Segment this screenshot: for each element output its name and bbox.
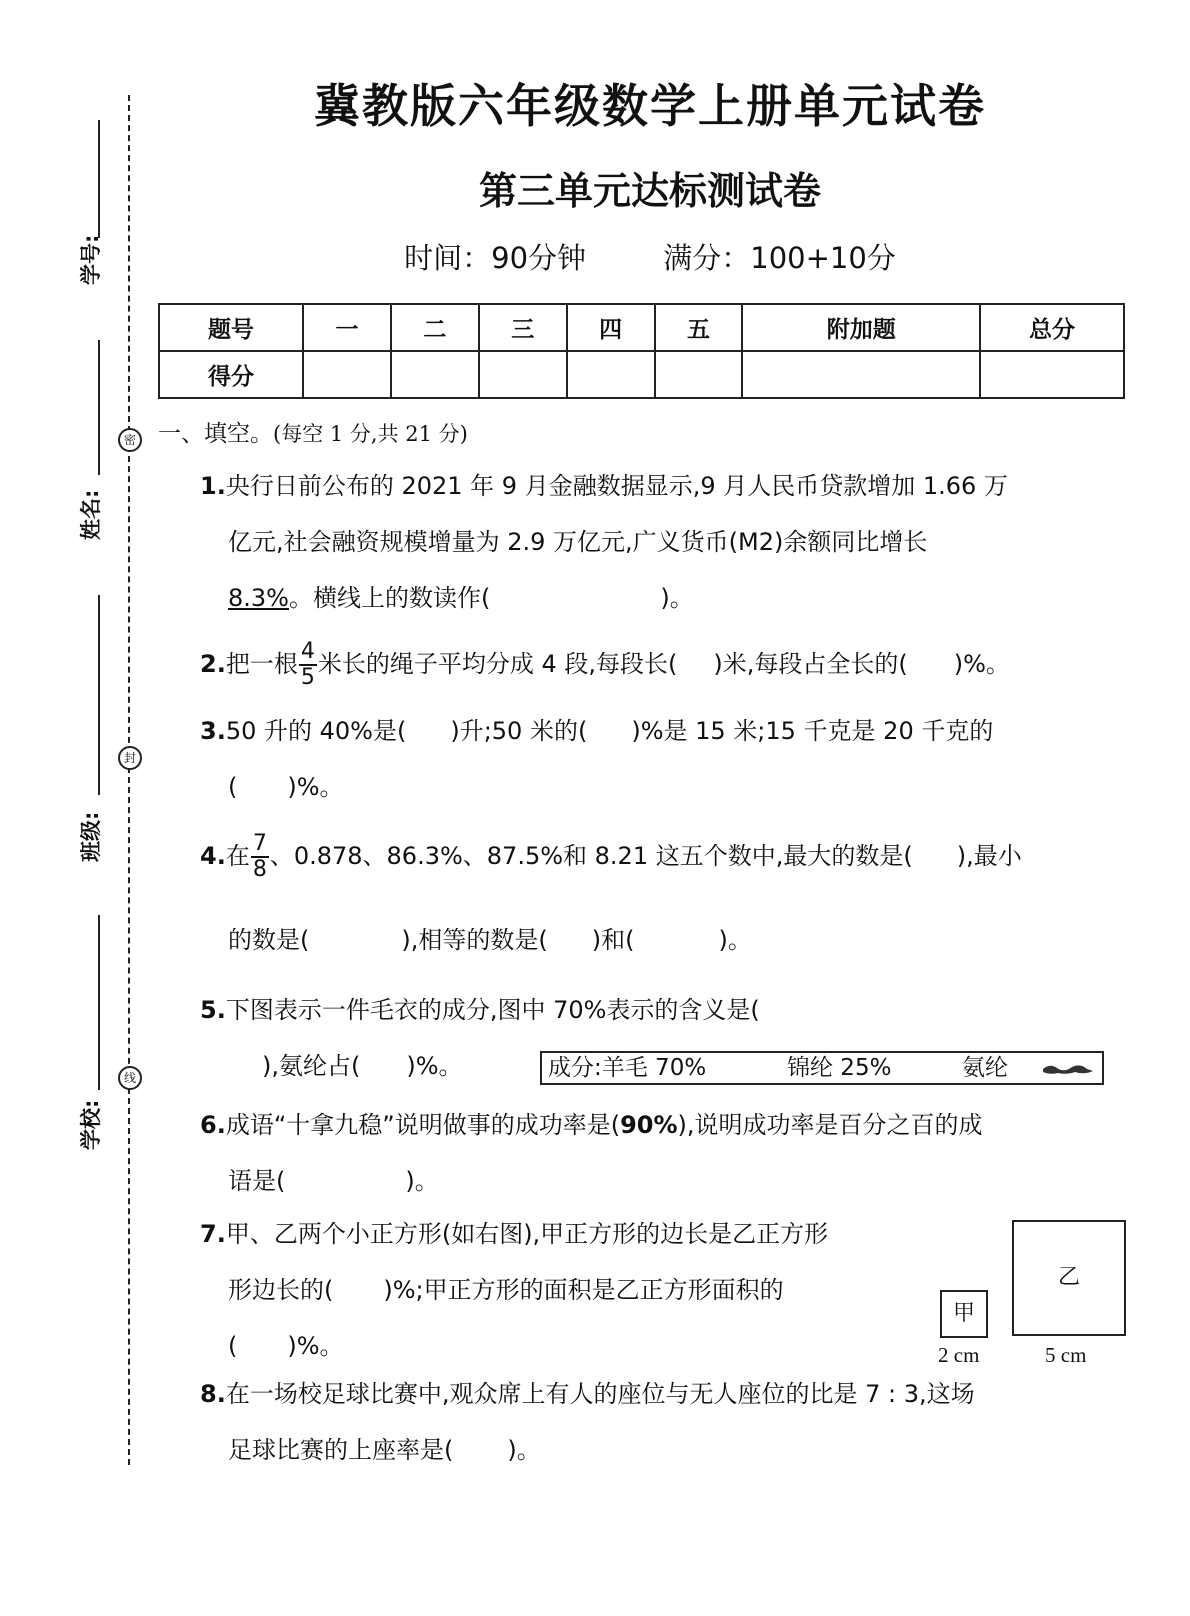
fraction-denominator: 8 xyxy=(252,857,267,882)
square-a-length: 2 cm xyxy=(938,1343,980,1367)
question-text: )%。 xyxy=(406,1052,463,1080)
school-label: 学校: xyxy=(79,1099,103,1150)
question-text: )。 xyxy=(660,584,694,612)
student-id-line xyxy=(98,120,100,238)
question-text: ),氨纶占( xyxy=(262,1052,361,1080)
table-header-cell: 附加题 xyxy=(742,304,980,351)
score-cell[interactable] xyxy=(742,351,980,398)
score-row-label: 得分 xyxy=(159,351,303,398)
spandex-label: 氨纶 xyxy=(962,1055,1008,1081)
question-text: )。 xyxy=(718,926,752,954)
wool-share: 成分:羊毛 70% xyxy=(548,1055,707,1081)
question-text: )升;50 米的( xyxy=(450,717,588,745)
question-text: 央行日前公布的 2021 年 9 月金融数据显示,9 月人民币贷款增加 1.66 万 xyxy=(225,472,1008,500)
question-5 xyxy=(200,982,760,1038)
question-text: 、0.878、86.3%、87.5%和 8.21 这五个数中,最大的数是( xyxy=(269,842,913,870)
class-label: 班级: xyxy=(79,811,103,862)
question-text: )%是 15 米;15 千克是 20 千克的 xyxy=(631,717,994,745)
question-text: 的数是( xyxy=(228,926,310,954)
question-text: 在 xyxy=(225,842,250,870)
question-number: 8. xyxy=(200,1380,226,1408)
table-header-cell: 五 xyxy=(655,304,743,351)
question-text: 米长的绳子平均分成 4 段,每段长( xyxy=(317,650,678,678)
score-cell[interactable] xyxy=(303,351,391,398)
question-5-line-2 xyxy=(262,1038,463,1094)
fraction xyxy=(299,640,317,690)
question-1 xyxy=(200,458,1008,626)
question-text: 甲、乙两个小正方形(如右图),甲正方形的边长是乙正方形 xyxy=(225,1220,829,1248)
time-limit: 时间：90分钟 xyxy=(404,241,587,275)
binding-dashed-line xyxy=(128,95,130,1465)
fraction-denominator: 5 xyxy=(300,665,315,690)
question-6 xyxy=(200,1097,983,1209)
score-cell[interactable] xyxy=(479,351,567,398)
question-text: 足球比赛的上座率是( xyxy=(228,1436,454,1464)
table-header-cell: 一 xyxy=(303,304,391,351)
question-4 xyxy=(200,828,1022,884)
full-score: 满分：100+10分 xyxy=(663,241,896,275)
question-text: )。 xyxy=(405,1167,439,1195)
table-header-cell: 三 xyxy=(479,304,567,351)
square-a: 甲 xyxy=(940,1290,988,1338)
fraction-numerator: 4 xyxy=(300,639,315,664)
page-title: 冀教版六年级数学上册单元试卷 xyxy=(314,79,986,133)
section-heading xyxy=(158,415,468,448)
question-text: 。横线上的数读作( xyxy=(288,584,491,612)
question-text: )%。 xyxy=(287,1332,344,1360)
table-header-cell: 二 xyxy=(391,304,479,351)
school-line xyxy=(98,915,100,1090)
question-text: 在一场校足球比赛中,观众席上有人的座位与无人座位的比是 7 : 3,这场 xyxy=(225,1380,975,1408)
score-cell[interactable] xyxy=(655,351,743,398)
question-text: )。 xyxy=(507,1436,541,1464)
square-b-length: 5 cm xyxy=(1045,1343,1087,1367)
question-number: 3. xyxy=(200,717,226,745)
seal-mark-xian: 线 xyxy=(118,1066,142,1090)
page-subtitle: 第三单元达标测试卷 xyxy=(478,169,821,213)
seal-mark-mi: 密 xyxy=(118,428,142,452)
question-2 xyxy=(200,636,1010,692)
section-title: 一、填空。 xyxy=(158,421,273,447)
question-7 xyxy=(200,1206,828,1374)
score-cell[interactable] xyxy=(567,351,655,398)
question-8 xyxy=(200,1366,975,1478)
question-number: 5. xyxy=(200,996,226,1024)
question-text: )%。 xyxy=(953,650,1010,678)
question-text: ( xyxy=(228,1332,238,1360)
score-table xyxy=(158,303,1125,399)
question-text: ),相等的数是( xyxy=(401,926,548,954)
ink-blot-icon xyxy=(1042,1062,1094,1076)
fraction-numerator: 7 xyxy=(252,831,267,856)
question-text: )米,每段占全长的( xyxy=(713,650,908,678)
class-line xyxy=(98,595,100,795)
score-table-header-row xyxy=(159,304,1124,351)
name-line xyxy=(98,340,100,475)
section-note: (每空 1 分,共 21 分) xyxy=(273,422,468,446)
question-number: 1. xyxy=(200,472,226,500)
score-cell[interactable] xyxy=(391,351,479,398)
question-number: 2. xyxy=(200,650,226,678)
fraction xyxy=(251,832,269,882)
bold-percent: 90% xyxy=(620,1111,678,1139)
square-b: 乙 xyxy=(1012,1220,1126,1336)
question-number: 7. xyxy=(200,1220,226,1248)
table-header-cell: 题号 xyxy=(159,304,303,351)
question-text: ),最小 xyxy=(956,842,1022,870)
question-text: ),说明成功率是百分之百的成 xyxy=(677,1111,983,1139)
question-text: 形边长的( xyxy=(228,1276,334,1304)
question-text: 亿元,社会融资规模增量为 2.9 万亿元,广义货币(M2)余额同比增长 xyxy=(228,528,928,556)
score-table-row xyxy=(159,351,1124,398)
seal-mark-feng: 封 xyxy=(118,746,142,770)
question-text: 语是( xyxy=(228,1167,286,1195)
underlined-number: 8.3% xyxy=(228,584,289,612)
question-number: 6. xyxy=(200,1111,226,1139)
question-3 xyxy=(200,703,993,815)
question-text: ( xyxy=(228,773,238,801)
question-text: 把一根 xyxy=(225,650,298,678)
question-text: )%。 xyxy=(287,773,344,801)
score-cell[interactable] xyxy=(980,351,1124,398)
student-id-label: 学号: xyxy=(79,234,103,285)
question-text: )%;甲正方形的面积是乙正方形面积的 xyxy=(383,1276,784,1304)
question-4-line-2 xyxy=(200,912,752,968)
question-number: 4. xyxy=(200,842,226,870)
table-header-cell: 总分 xyxy=(980,304,1124,351)
question-text: )和( xyxy=(591,926,635,954)
table-header-cell: 四 xyxy=(567,304,655,351)
question-text: 50 升的 40%是( xyxy=(225,717,407,745)
exam-info xyxy=(150,236,1150,277)
nylon-share: 锦纶 25% xyxy=(787,1055,892,1081)
question-text: 下图表示一件毛衣的成分,图中 70%表示的含义是( xyxy=(225,996,760,1024)
composition-label xyxy=(540,1051,1104,1085)
question-text: 成语“十拿九稳”说明做事的成功率是( xyxy=(225,1111,621,1139)
name-label: 姓名: xyxy=(79,489,103,540)
